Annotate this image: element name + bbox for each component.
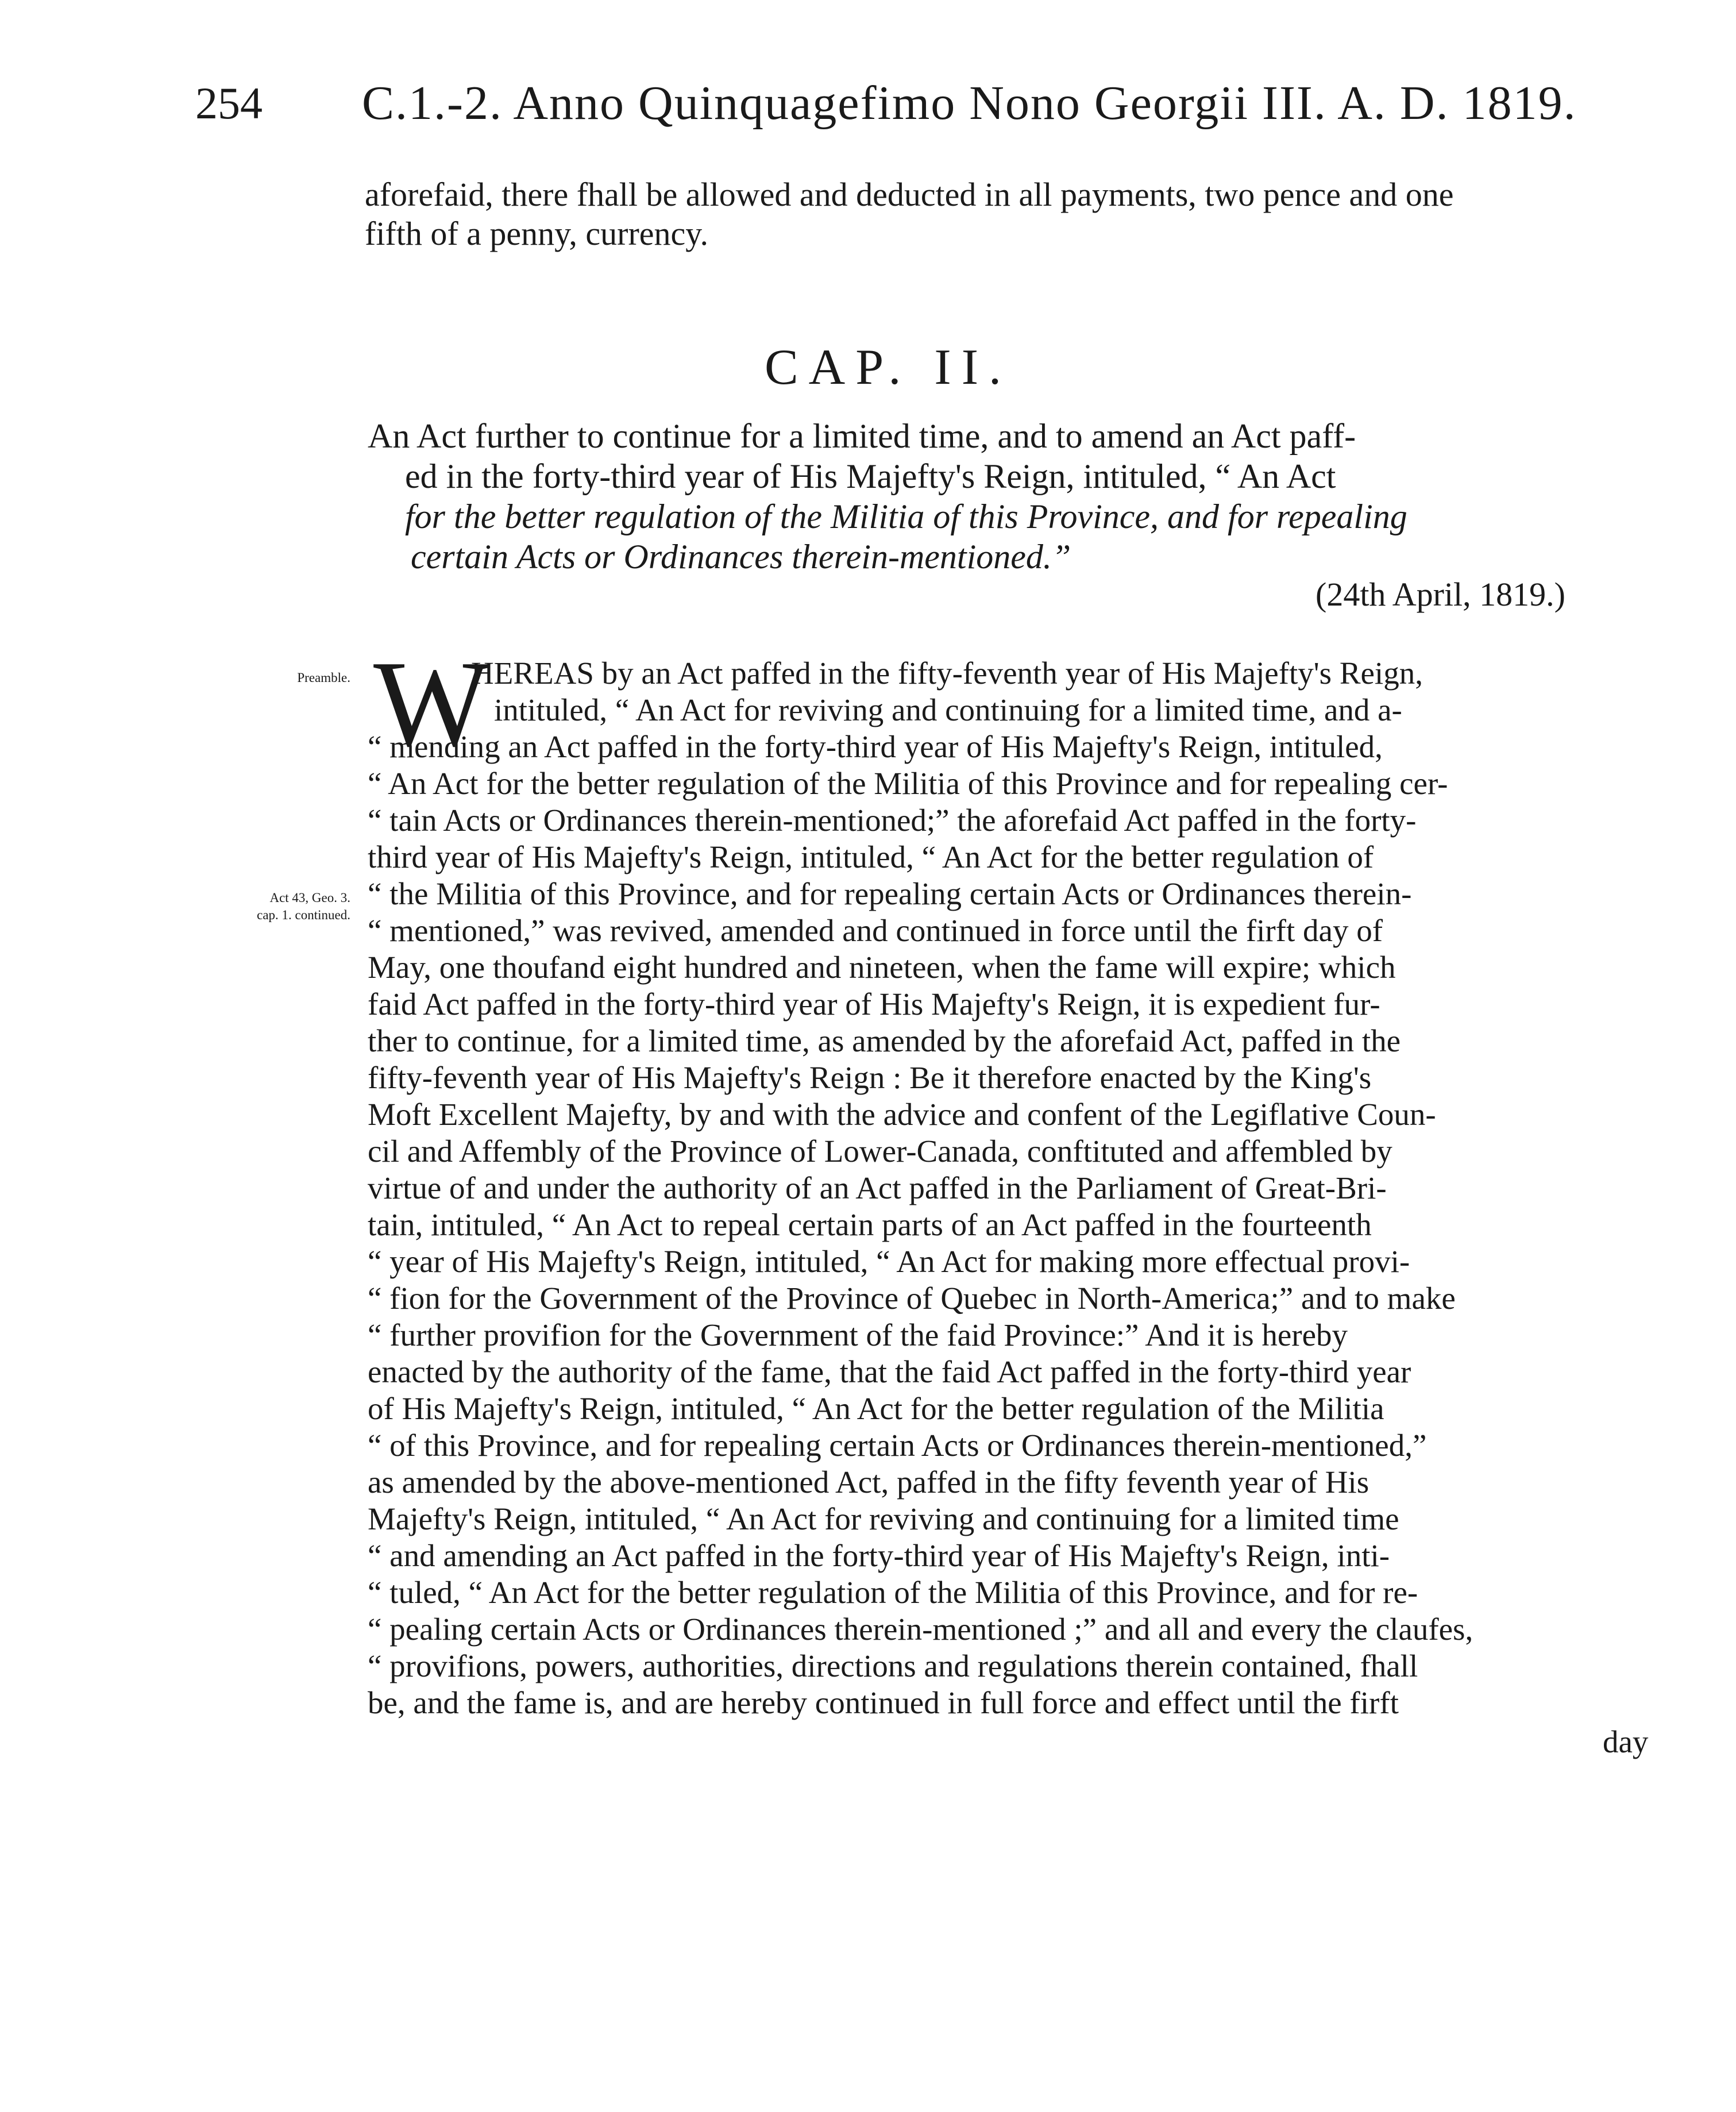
assent-date: (24th April, 1819.) bbox=[1315, 576, 1565, 613]
body-line: “ provifions, powers, authorities, directions and regulations therein contained, fhall bbox=[368, 1648, 1418, 1683]
body-line: “ further provifion for the Government of the faid Province:” And it is hereby bbox=[368, 1317, 1348, 1352]
drop-cap: W bbox=[373, 635, 490, 772]
chapter-title-line: An Act further to continue for a limited time, and to amend an Act paff- bbox=[368, 417, 1356, 455]
body-line: Majefty's Reign, intituled, “ An Act for reviving and continuing for a limited time bbox=[368, 1501, 1399, 1536]
body-line: “ tain Acts or Ordinances therein-mentioned;” the aforefaid Act paffed in the forty- bbox=[368, 803, 1417, 838]
body-line: tain, intituled, “ An Act to repeal certain parts of an Act paffed in the fourteenth bbox=[368, 1207, 1372, 1242]
body-line: “ pealing certain Acts or Ordinances therein-mentioned ;” and all and every the claufes, bbox=[368, 1612, 1473, 1647]
body-line: “ mentioned,” was revived, amended and continued in force until the firft day of bbox=[368, 913, 1383, 948]
page-number: 254 bbox=[195, 78, 263, 128]
body-line: “ fion for the Government of the Province of Quebec in North-America;” and to make bbox=[368, 1281, 1456, 1316]
margin-note-act-continued: Act 43, Geo. 3. bbox=[269, 891, 350, 905]
chapter-title-line: certain Acts or Ordinances therein-mentioned.” bbox=[411, 538, 1071, 576]
body-line: “ mending an Act paffed in the forty-third year of His Majefty's Reign, intituled, bbox=[368, 729, 1383, 764]
body-line: of His Majefty's Reign, intituled, “ An Act for the better regulation of the Militia bbox=[368, 1391, 1384, 1426]
chapter-heading: CAP. II. bbox=[764, 340, 1012, 395]
body-line: Moft Excellent Majefty, by and with the advice and confent of the Legiflative Coun- bbox=[368, 1097, 1436, 1132]
body-line: “ An Act for the better regulation of the Militia of this Province and for repealing cer- bbox=[368, 766, 1448, 801]
body-line: fifty-feventh year of His Majefty's Reign : Be it therefore enacted by the King's bbox=[368, 1060, 1372, 1095]
body-line: enacted by the authority of the fame, that the faid Act paffed in the forty-third year bbox=[368, 1354, 1411, 1389]
header-title: C.1.-2. Anno Quinquagefimo Nono Georgii III. A. D. 1819. bbox=[362, 76, 1577, 130]
margin-note-act-continued: cap. 1. continued. bbox=[257, 908, 350, 922]
margin-note-preamble: Preamble. bbox=[297, 670, 350, 685]
catchword: day bbox=[1603, 1724, 1649, 1759]
running-head bbox=[0, 69, 1736, 138]
body-line: “ and amending an Act paffed in the forty-third year of His Majefty's Reign, inti- bbox=[368, 1538, 1390, 1573]
body-line: intituled, “ An Act for reviving and continuing for a limited time, and a- bbox=[494, 692, 1402, 727]
body-line: May, one thoufand eight hundred and nineteen, when the fame will expire; which bbox=[368, 950, 1396, 985]
body-line: “ year of His Majefty's Reign, intituled, “ An Act for making more effectual provi- bbox=[368, 1244, 1410, 1279]
body-line: be, and the fame is, and are hereby continued in full force and effect until the firft bbox=[368, 1685, 1399, 1720]
body-line: faid Act paffed in the forty-third year of His Majefty's Reign, it is expedient fur- bbox=[368, 986, 1380, 1022]
chapter-title-line: for the better regulation of the Militia of this Province, and for repealing bbox=[405, 498, 1407, 535]
carryover-line: aforefaid, there fhall be allowed and deducted in all payments, two pence and one bbox=[365, 176, 1454, 213]
body-line: “ of this Province, and for repealing certain Acts or Ordinances therein-mentioned,” bbox=[368, 1428, 1427, 1463]
body-line: ther to continue, for a limited time, as amended by the aforefaid Act, paffed in the bbox=[368, 1023, 1401, 1058]
body-line: virtue of and under the authority of an Act paffed in the Parliament of Great-Bri- bbox=[368, 1170, 1387, 1205]
body-line: third year of His Majefty's Reign, intituled, “ An Act for the better regulation of bbox=[368, 839, 1374, 874]
carryover-line: fifth of a penny, currency. bbox=[365, 215, 708, 252]
chapter-title-line: ed in the forty-third year of His Majefty's Reign, intituled, “ An Act bbox=[405, 457, 1336, 495]
body-line: cil and Affembly of the Province of Lower-Canada, conftituted and affembled by bbox=[368, 1134, 1392, 1169]
body-line: as amended by the above-mentioned Act, paffed in the fifty feventh year of His bbox=[368, 1464, 1369, 1500]
body-line: “ the Militia of this Province, and for repealing certain Acts or Ordinances therein- bbox=[368, 876, 1412, 911]
body-line: HEREAS by an Act paffed in the fifty-feventh year of His Majefty's Reign, bbox=[471, 656, 1423, 691]
body-line: “ tuled, “ An Act for the better regulation of the Militia of this Province, and for re- bbox=[368, 1575, 1418, 1610]
